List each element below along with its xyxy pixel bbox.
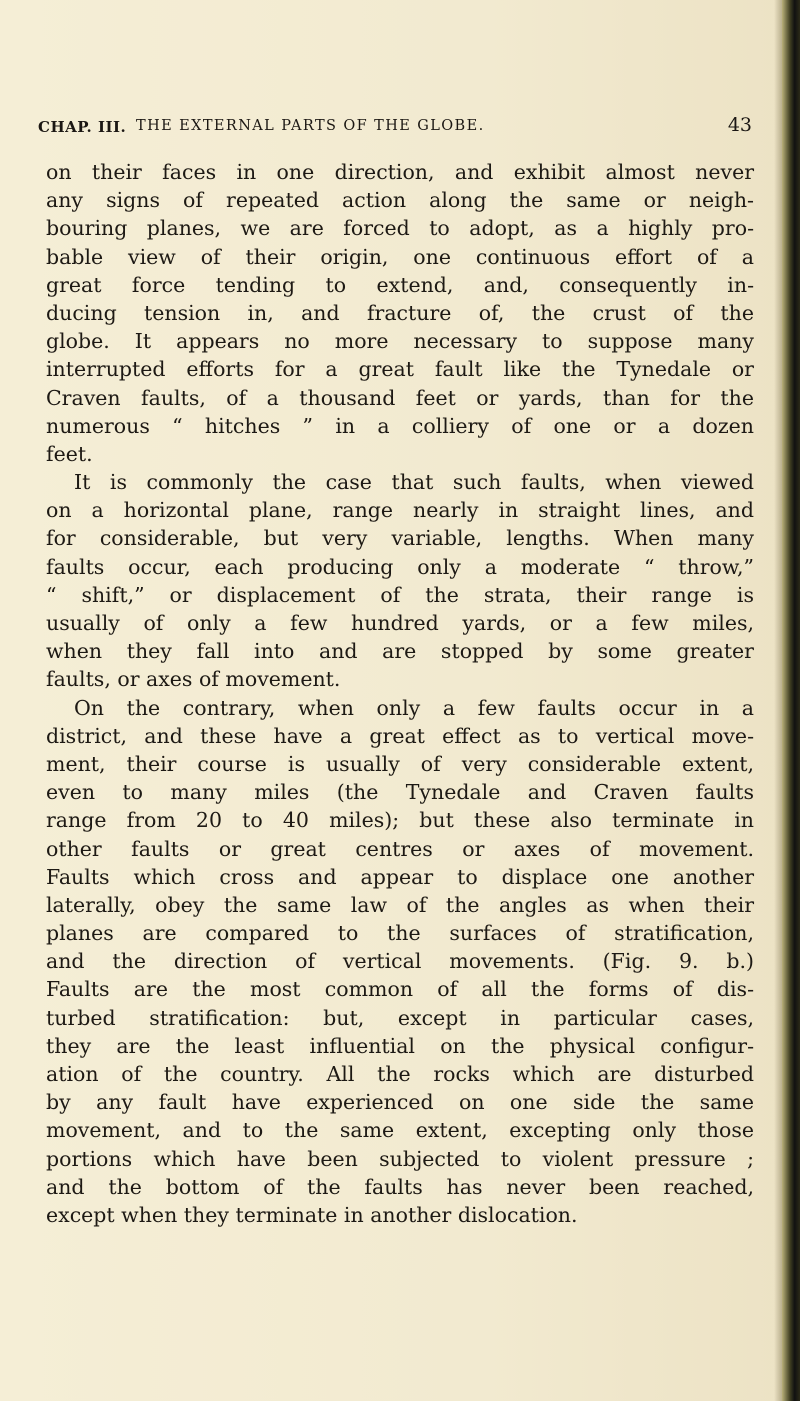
text-line: ducing tension in, and fracture of, the crust of the <box>46 300 754 325</box>
text-line: planes are compared to the surfaces of stratification, <box>46 921 754 946</box>
text-line: bable view of their origin, one continuous effort of a <box>46 244 754 269</box>
text-line: ment, their course is usually of very considerable extent, <box>46 751 754 776</box>
text-line: except when they terminate in another dislocation. <box>46 1202 578 1227</box>
text-line: movement, and to the same extent, excepting only those <box>46 1118 754 1143</box>
book-spine <box>782 0 800 1401</box>
text-line: Faults which cross and appear to displace one another <box>46 864 754 889</box>
text-line: laterally, obey the same law of the angles as when their <box>46 892 754 917</box>
chapter-label: CHAP. III. <box>38 118 127 136</box>
running-title: THE EXTERNAL PARTS OF THE GLOBE. <box>136 118 485 134</box>
text-line: any signs of repeated action along the same or neigh- <box>46 188 754 213</box>
text-line: great force tending to extend, and, consequently in- <box>46 272 754 297</box>
text-line: even to many miles (the Tynedale and Craven faults <box>46 780 754 805</box>
text-line: and the bottom of the faults has never been reached, <box>46 1174 754 1199</box>
text-line: turbed stratification: but, except in particular cases, <box>46 1005 754 1030</box>
text-line: when they fall into and are stopped by some greater <box>46 639 754 664</box>
running-header <box>38 114 752 148</box>
text-line: and the direction of vertical movements. (Fig. 9. b.) <box>46 949 754 974</box>
text-line: bouring planes, we are forced to adopt, as a highly pro- <box>46 216 754 241</box>
text-line: for considerable, but very variable, lengths. When many <box>46 526 754 551</box>
text-line: usually of only a few hundred yards, or a few miles, <box>46 611 754 635</box>
text-line: on a horizontal plane, range nearly in straight lines, and <box>46 498 754 523</box>
text-line: “ shift,” or displacement of the strata, their range is <box>46 582 754 607</box>
page-number: 43 <box>727 114 752 136</box>
text-line: feet. <box>46 441 93 466</box>
text-line: faults, or axes of movement. <box>46 667 341 692</box>
text-line: ation of the country. All the rocks which are disturbed <box>46 1062 754 1086</box>
page-gutter-shadow <box>774 0 782 1401</box>
text-line: interrupted efforts for a great fault like the Tynedale or <box>46 357 754 382</box>
text-line: district, and these have a great effect as to vertical move- <box>46 723 754 748</box>
text-line: On the contrary, when only a few faults occur in a <box>74 695 754 720</box>
text-line: It is commonly the case that such faults, when viewed <box>74 470 754 495</box>
text-line: by any fault have experienced on one side the same <box>46 1090 754 1115</box>
text-line: other faults or great centres or axes of movement. <box>46 836 754 861</box>
text-line: range from 20 to 40 miles); but these also terminate in <box>46 808 754 833</box>
text-line: Faults are the most common of all the forms of dis- <box>46 977 754 1002</box>
text-line: on their faces in one direction, and exhibit almost never <box>46 160 754 184</box>
text-line: they are the least influential on the physical configur- <box>46 1033 754 1058</box>
body-text <box>46 158 754 1229</box>
text-line: globe. It appears no more necessary to suppose many <box>46 329 754 354</box>
text-line: portions which have been subjected to violent pressure ; <box>46 1146 754 1171</box>
text-line: Craven faults, of a thousand feet or yards, than for the <box>46 385 754 410</box>
text-line: faults occur, each producing only a moderate “ throw,” <box>46 554 754 579</box>
text-line: numerous “ hitches ” in a colliery of one or a dozen <box>46 413 754 438</box>
